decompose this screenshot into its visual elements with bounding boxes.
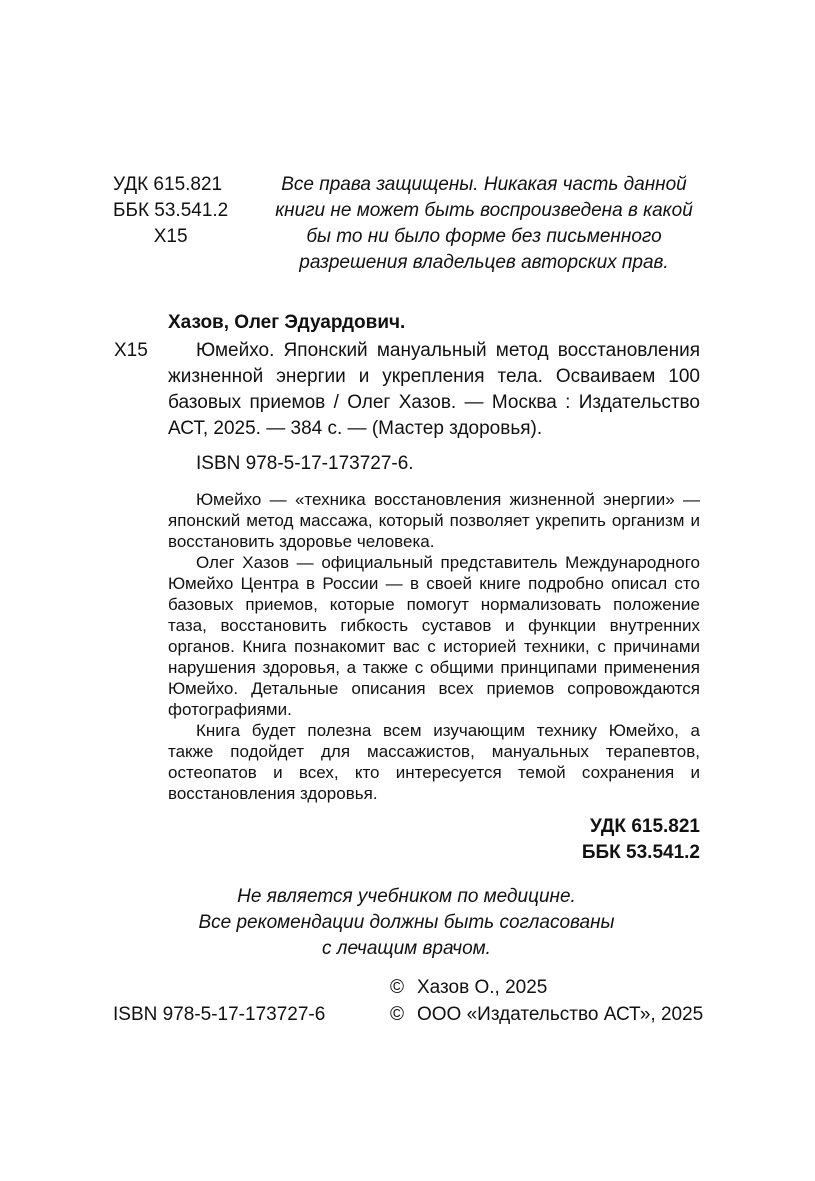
author-sign-code: Х15 (153, 226, 188, 247)
imprint-header (113, 172, 700, 276)
disclaimer-line-1: Не является учебником по медицине. (237, 886, 576, 907)
copyright-publisher (390, 1001, 703, 1028)
copyright-entries (390, 974, 703, 1028)
annotation-block (113, 489, 700, 804)
udk-code-bottom: УДК 615.821 (590, 816, 700, 837)
copyright-publisher-text: ООО «Издательство АСТ», 2025 (417, 1004, 704, 1025)
catalog-code: Х15 (114, 340, 148, 361)
annotation-paragraph-3: Книга будет полезна всем изучающим технику Юмейхо, а также подойдет для массажистов, мануальных терапевтов, остеопатов и всех, кто интересуется темой сохранения и восстановления здоровья. (168, 721, 700, 803)
annotation-paragraph-1: Юмейхо — «техника восстановления жизненной энергии» — японский метод массажа, который позволяет укрепить организм и восстановить здоровье человека. (168, 490, 700, 551)
classification-codes (113, 172, 228, 250)
bbk-code-bottom: ББК 53.541.2 (581, 842, 700, 863)
author-heading: Хазов, Олег Эдуардович. (168, 312, 406, 333)
bbk-code: ББК 53.541.2 (113, 200, 229, 221)
udk-code: УДК 615.821 (113, 174, 223, 195)
copyright-sign: © (390, 977, 404, 998)
bibliographic-description: Юмейхо. Японский мануальный метод восстановления жизненной энергии и укрепления тела. Осваиваем 100 базовых приемов / Олег Хазов. — Москва : Издательство АСТ, 2025. — 384 с. — (Мастер здоровья). (168, 340, 700, 439)
copyright-sign: © (390, 1004, 404, 1025)
copyright-footer (113, 974, 704, 1028)
isbn-top: ISBN 978-5-17-173727-6. (196, 453, 414, 474)
rights-notice: Все права защищены. Никакая часть данной книги не может быть воспроизведена в какой бы то ни было форме без письменного разрешения владельцев авторских прав. (275, 174, 693, 273)
copyright-author-text: Хазов О., 2025 (417, 977, 548, 998)
isbn-bottom: ISBN 978-5-17-173727-6 (113, 1004, 326, 1025)
annotation-paragraph-2: Олег Хазов — официальный представитель Международного Юмейхо Центра в России — в своей книге подробно описал сто базовых приемов, которые помогут нормализовать положение таза, восстановить гибкость суставов и функции внутренних органов. Книга познакомит вас с историей техники, с причинами нарушения здоровья, а также с общими принципами применения Юмейхо. Детальные описания всех приемов сопровождаются фотографиями. (168, 553, 700, 719)
medical-disclaimer (113, 884, 700, 962)
copyright-author (390, 974, 703, 1001)
disclaimer-line-3: с лечащим врачом. (322, 938, 491, 959)
catalog-entry (113, 338, 700, 442)
footer-classification-codes (113, 814, 700, 866)
disclaimer-line-2: Все рекомендации должны быть согласованы (198, 912, 615, 933)
